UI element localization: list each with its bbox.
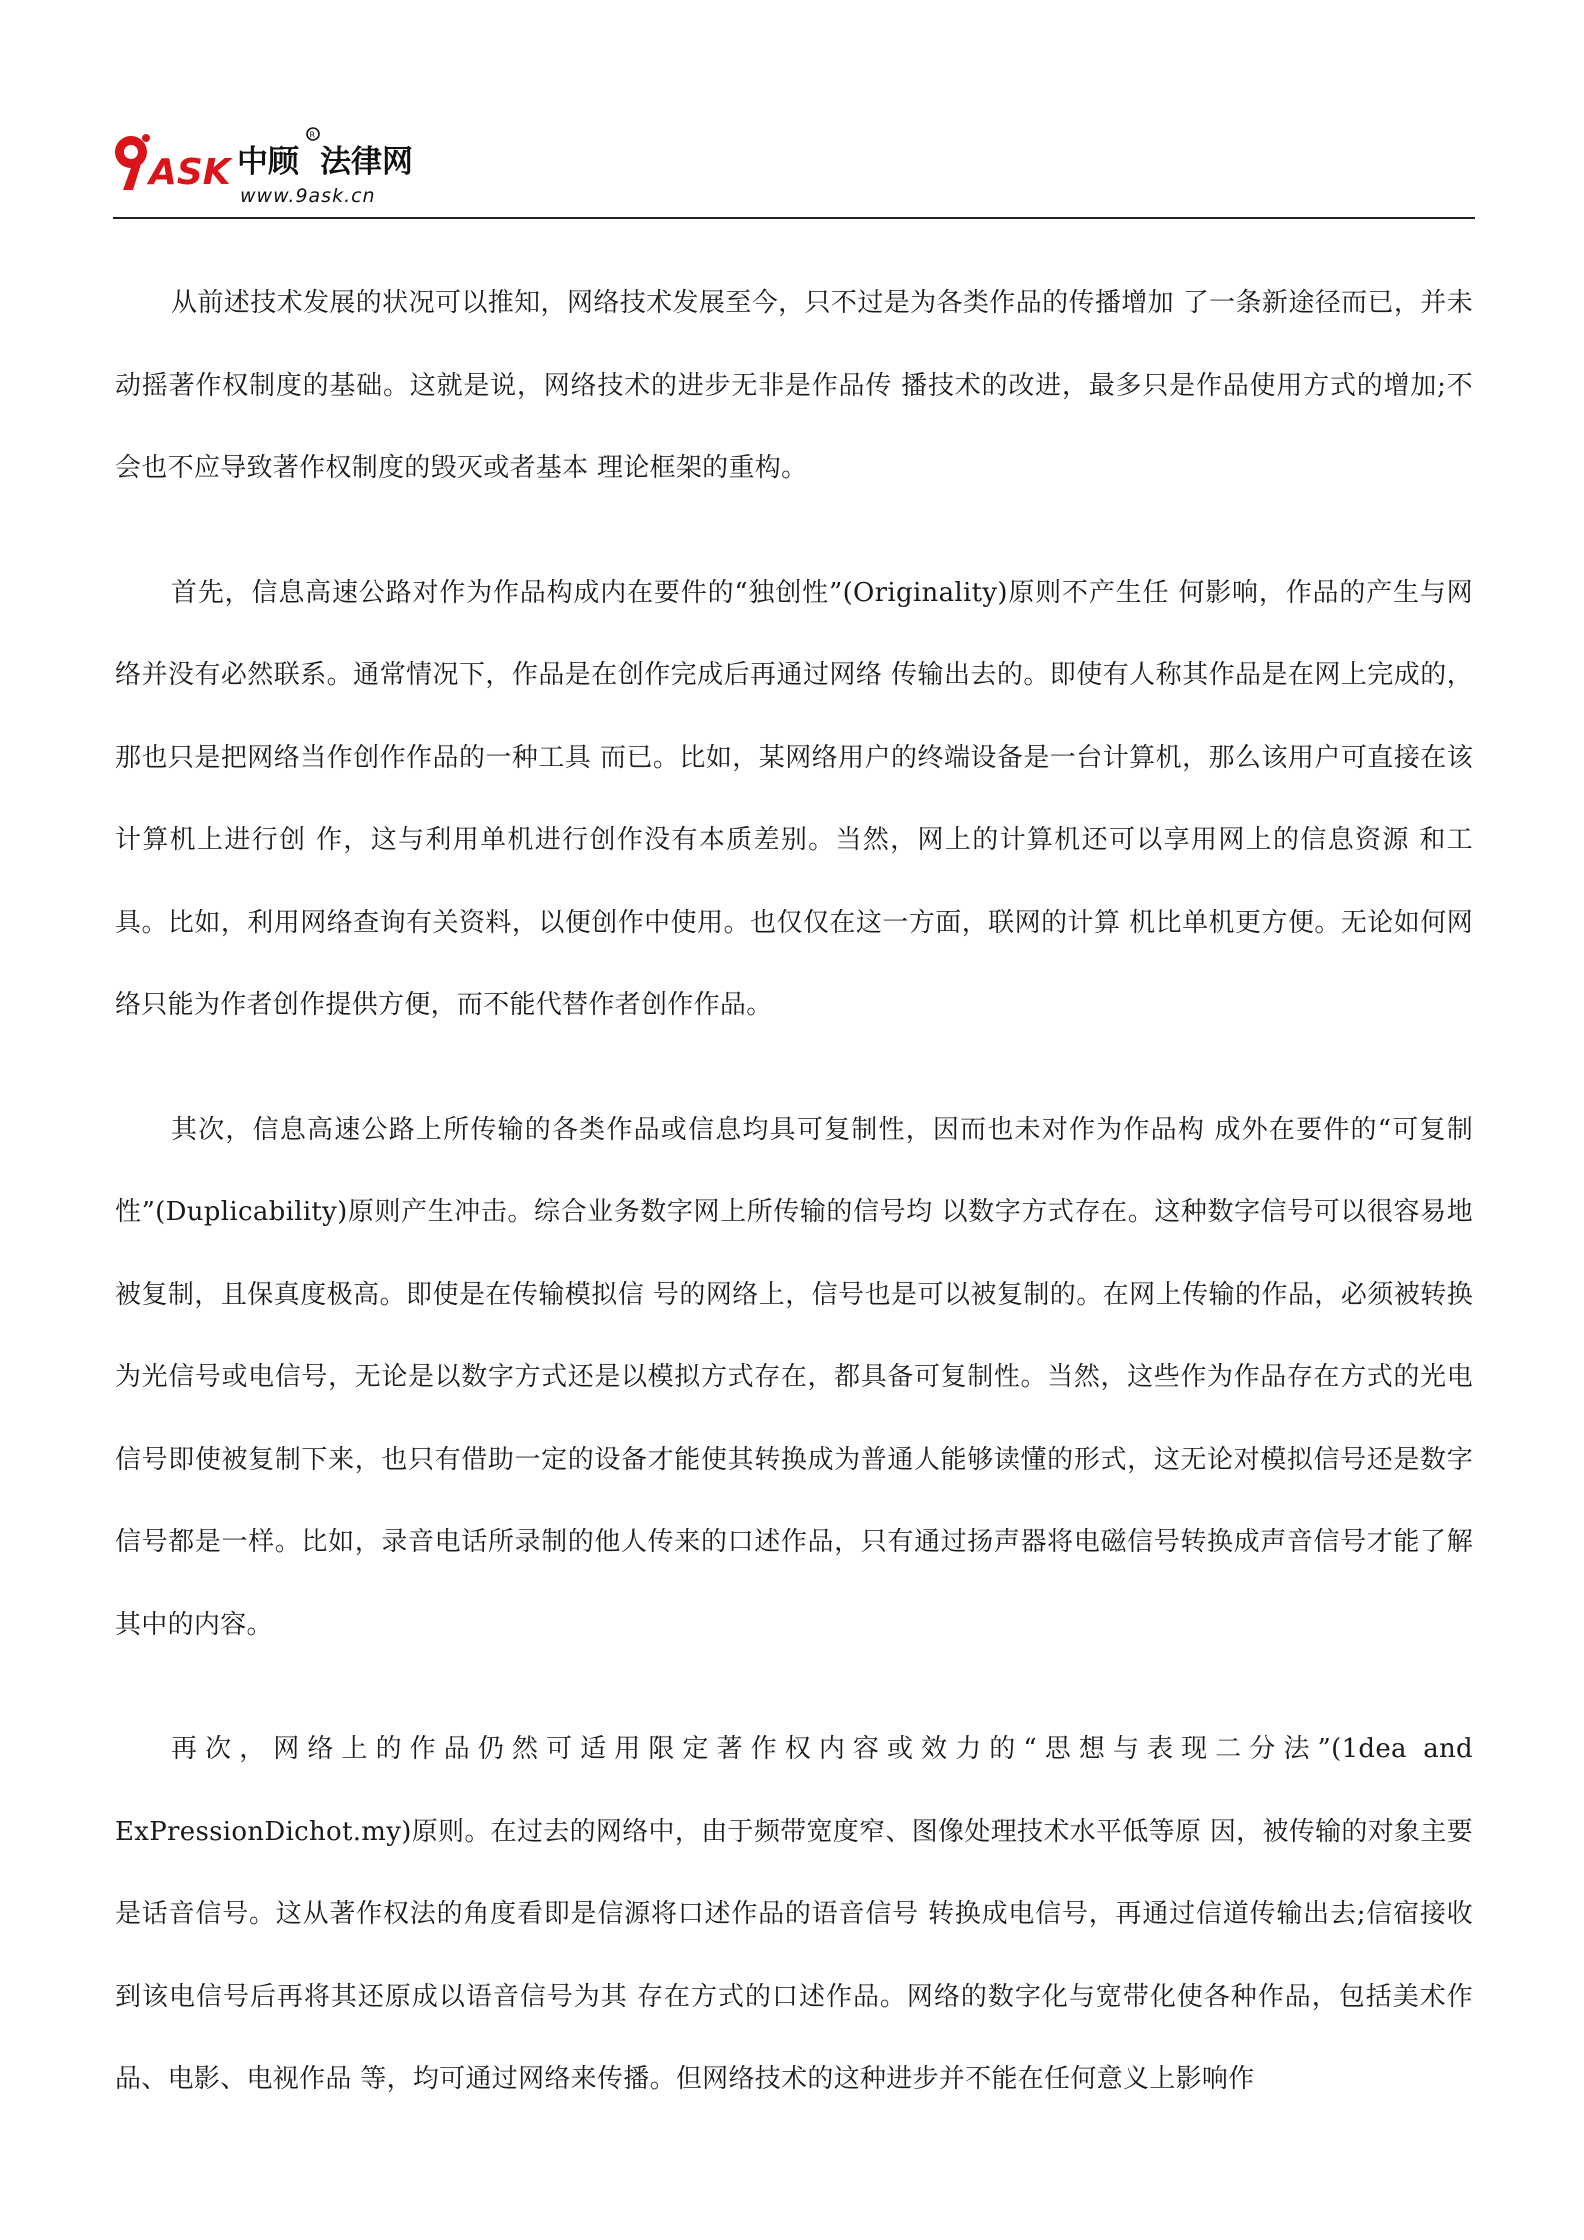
svg-text:R: R [309,130,316,140]
logo-cn-text: 中顾 [237,144,299,180]
logo-mark-icon [115,134,150,190]
site-header [113,120,1475,216]
svg-text:ASK: ASK [149,152,231,193]
header-divider [113,217,1475,219]
site-logo[interactable] [113,120,443,210]
logo-url: www.9ask.cn [240,185,376,207]
logo-site-name: 法律网 [320,144,413,180]
paragraph: 从前述技术发展的状况可以推知，网络技术发展至今，只不过是为各类作品的传播增加 了一条新途径而已，并未动摇著作权制度的基础。这就是说，网络技术的进步无非是作品传 播技术的改进，最多只是作品使用方式的增加;不会也不应导致著作权制度的毁灭或者基本 理论框架的重构。 [115,288,1473,483]
paragraph: 再次，网络上的作品仍然可适用限定著作权内容或效力的“思想与表现二分法”(1dea and ExPressionDichot.my)原则。在过去的网络中，由于频带宽度窄、图像处理技术水平低等原 因，被传输的对象主要是话音信号。这从著作权法的角度看即是信源将口述作品的语音信号 转换成电信号，再通过信道传输出去;信宿接收到该电信号后再将其还原成以语音信号为其 存在方式的口述作品。网络的数字化与宽带化使各种作品，包括美术作品、电影、电视作品 等，均可通过网络来传播。但网络技术的这种进步并不能在任何意义上影响作 [115,1734,1473,2094]
paragraph: 其次，信息高速公路上所传输的各类作品或信息均具可复制性，因而也未对作为作品构 成外在要件的“可复制性”(Duplicability)原则产生冲击。综合业务数字网上所传输的信号均 以数字方式存在。这种数字信号可以很容易地被复制，且保真度极高。即使是在传输模拟信 号的网络上，信号也是可以被复制的。在网上传输的作品，必须被转换为光信号或电信号，无论是以数字方式还是以模拟方式存在，都具备可复制性。当然，这些作为作品存在方式的光电信号即使被复制下来，也只有借助一定的设备才能使其转换成为普通人能够读懂的形式，这无论对模拟信号还是数字信号都是一样。比如，录音电话所录制的他人传来的口述作品，只有通过扬声器将电磁信号转换成声音信号才能了解其中的内容。 [115,1114,1473,1640]
paragraph: 首先，信息高速公路对作为作品构成内在要件的“独创性”(Originality)原则不产生任 何影响，作品的产生与网络并没有必然联系。通常情况下，作品是在创作完成后再通过网络 传输出去的。即使有人称其作品是在网上完成的，那也只是把网络当作创作作品的一种工具 而已。比如，某网络用户的终端设备是一台计算机，那么该用户可直接在该计算机上进行创 作，这与利用单机进行创作没有本质差别。当然，网上的计算机还可以享用网上的信息资源 和工具。比如，利用网络查询有关资料，以便创作中使用。也仅仅在这一方面，联网的计算 机比单机更方便。无论如何网络只能为作者创作提供方便，而不能代替作者创作作品。 [115,577,1473,1020]
article-body [115,262,1473,2163]
